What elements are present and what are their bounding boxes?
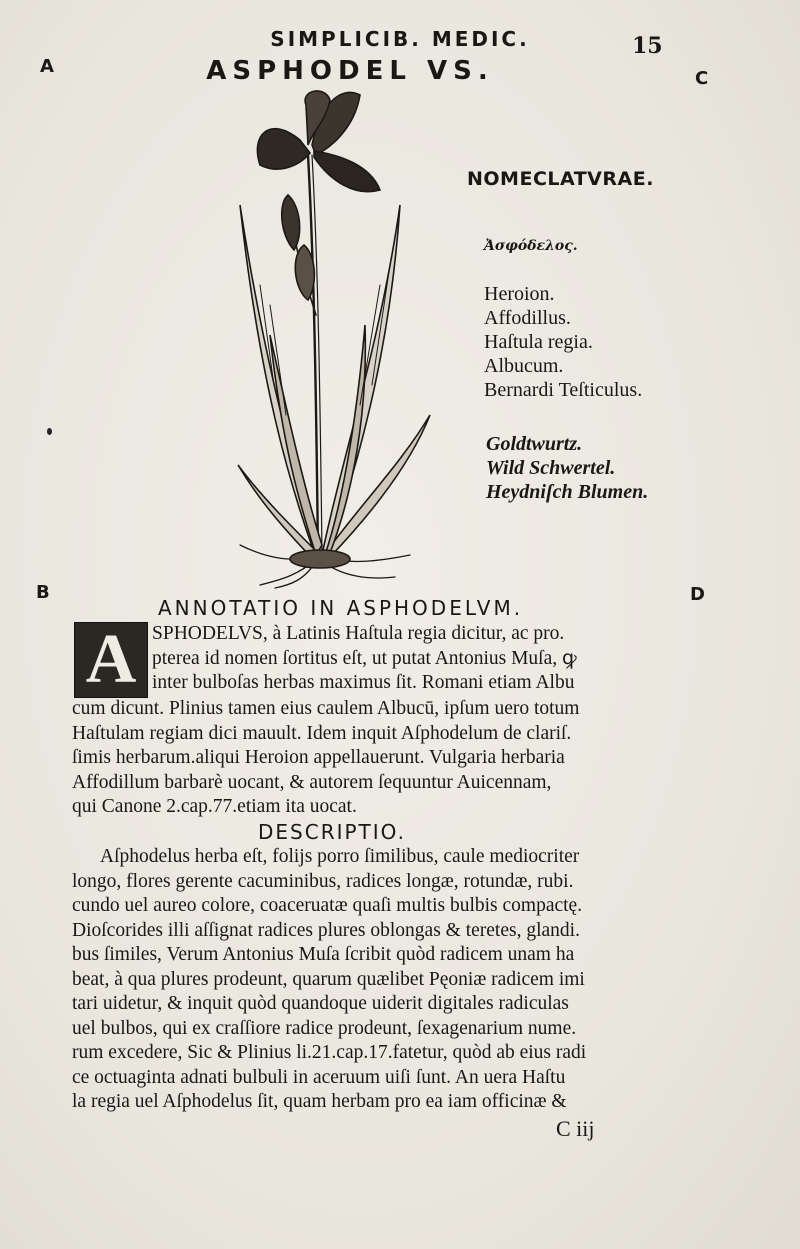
asphodel-plant-illustration	[230, 85, 470, 590]
text-line: pterea id nomen ſortitus eſt, ut putat Antonius Muſa, ꝙ	[152, 647, 577, 669]
text-line: rum excedere, Sic & Plinius li.21.cap.17.fatetur, quòd ab eius radi	[72, 1042, 587, 1063]
annotation-text	[72, 697, 682, 820]
decorated-initial: A	[74, 622, 148, 698]
german-name: Goldtwurtz.	[486, 433, 583, 455]
text-line: ce octuaginta adnati bulbuli in aceruum uiſi ſunt. An uera Haſtu	[72, 1066, 566, 1088]
text-line: SPHODELVS, à Latinis Haſtula regia dicitur, ac pro.	[152, 623, 565, 644]
descriptio-heading: DESCRIPTIO.	[258, 820, 406, 844]
text-line: bus ſimiles, Verum Antonius Muſa ſcribit quòd radicem unam ha	[72, 944, 575, 965]
text-line: Affodillum barbarè uocant, & autorem ſequuntur Auicennam,	[72, 771, 552, 793]
text-line: longo, flores gerente cacuminibus, radices longæ, rotundæ, rubi.	[72, 870, 574, 892]
nomenclature-heading: NOMECLATVRAE.	[467, 168, 654, 190]
text-line: Dioſcorides illi aſſignat radices plures oblongas & teretes, glandi.	[72, 919, 580, 941]
latin-name: Heroion.	[484, 283, 555, 305]
latin-name: Bernardi Teſticulus.	[484, 379, 643, 401]
text-line: cum dicunt. Plinius tamen eius caulem Albucū, ipſum uero totum	[72, 698, 580, 719]
text-line: Haſtulam regiam dici mauult. Idem inquit Aſphodelum de clariſ.	[72, 722, 572, 744]
annotation-indented-text	[152, 622, 682, 696]
latin-names-list	[484, 282, 642, 402]
margin-dot	[47, 428, 52, 435]
section-letter-a: A	[40, 56, 54, 77]
running-head: SIMPLICIB. MEDIC.	[270, 27, 530, 51]
greek-name: Ἀσφόδελος.	[484, 238, 578, 254]
descriptio-text	[72, 845, 682, 1115]
signature-mark: C iij	[556, 1116, 595, 1141]
german-name: Wild Schwertel.	[486, 457, 616, 479]
section-letter-d: D	[690, 584, 705, 605]
section-letter-c: C	[695, 68, 709, 89]
page-number: 15	[632, 33, 663, 59]
text-line: ſimis herbarum.aliqui Heroion appellauerunt. Vulgaria herbaria	[72, 747, 565, 768]
latin-name: Affodillus.	[484, 307, 571, 329]
annotation-heading: ANNOTATIO IN ASPHODELVM.	[158, 596, 524, 620]
german-name: Heydniſch Blumen.	[486, 481, 649, 503]
text-line: Aſphodelus herba eſt, folijs porro ſimilibus, caule mediocriter	[100, 846, 580, 867]
german-names-list	[486, 432, 648, 504]
text-line: uel bulbos, qui ex craſſiore radice prodeunt, ſexagenarium nume.	[72, 1017, 577, 1039]
text-line: qui Canone 2.cap.77.etiam ita uocat.	[72, 796, 357, 817]
text-line: la regia uel Aſphodelus ſit, quam herbam pro ea iam officinæ &	[72, 1091, 567, 1112]
text-line: beat, à qua plures prodeunt, quarum quælibet Pęoniæ radicem imi	[72, 968, 585, 990]
latin-name: Albucum.	[484, 355, 564, 377]
page-title: ASPHODEL VS.	[206, 56, 494, 86]
text-line: cundo uel aureo colore, coaceruatæ quaſi multis bulbis compactę.	[72, 895, 583, 916]
text-line: tari uidetur, & inquit quòd quandoque uiderit digitales radiculas	[72, 993, 569, 1014]
latin-name: Haſtula regia.	[484, 331, 593, 353]
section-letter-b: B	[36, 582, 50, 603]
text-line: inter bulboſas herbas maximus ſit. Romani etiam Albu	[152, 672, 575, 693]
